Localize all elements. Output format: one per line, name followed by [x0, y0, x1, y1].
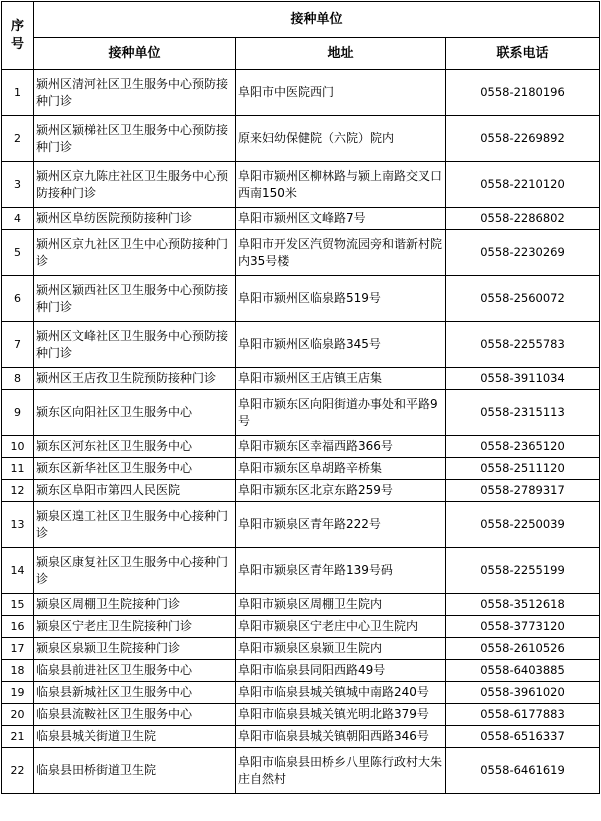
address: 阜阳市开发区汽贸物流园旁和谐新村院内35号楼: [236, 230, 446, 276]
unit-name: 颍州区清河社区卫生服务中心预防接种门诊: [34, 70, 236, 116]
phone-number: 0558-6403885: [446, 660, 600, 682]
addr-header: 地址: [236, 38, 446, 70]
row-number: 20: [2, 704, 34, 726]
phone-number: 0558-2255199: [446, 548, 600, 594]
unit-name: 临泉县田桥街道卫生院: [34, 748, 236, 794]
table-row: [2, 616, 600, 638]
row-number: 8: [2, 368, 34, 390]
table-row: [2, 660, 600, 682]
address: 阜阳市颍州区临泉路345号: [236, 322, 446, 368]
address: 阜阳市颍泉区宁老庄中心卫生院内: [236, 616, 446, 638]
table-row: [2, 548, 600, 594]
unit-name: 颍州区京九社区卫生中心预防接种门诊: [34, 230, 236, 276]
table-row: [2, 230, 600, 276]
unit-name: 颍泉区宁老庄卫生院接种门诊: [34, 616, 236, 638]
unit-header: 接种单位: [34, 38, 236, 70]
table-row: [2, 116, 600, 162]
phone-number: 0558-6516337: [446, 726, 600, 748]
row-number: 17: [2, 638, 34, 660]
table-row: [2, 322, 600, 368]
row-number: 18: [2, 660, 34, 682]
row-number: 3: [2, 162, 34, 208]
phone-number: 0558-2210120: [446, 162, 600, 208]
table-row: [2, 594, 600, 616]
row-number: 21: [2, 726, 34, 748]
table-row: [2, 480, 600, 502]
address: 阜阳市临泉县城关镇城中南路240号: [236, 682, 446, 704]
table-row: [2, 368, 600, 390]
row-number: 11: [2, 458, 34, 480]
address: 阜阳市颍泉区青年路222号: [236, 502, 446, 548]
table-body: [2, 70, 600, 794]
table-row: [2, 162, 600, 208]
row-number: 1: [2, 70, 34, 116]
table-row: [2, 70, 600, 116]
phone-number: 0558-2269892: [446, 116, 600, 162]
row-number: 4: [2, 208, 34, 230]
address: 阜阳市颍州区临泉路519号: [236, 276, 446, 322]
phone-number: 0558-2230269: [446, 230, 600, 276]
row-number: 10: [2, 436, 34, 458]
row-number: 14: [2, 548, 34, 594]
address: 阜阳市临泉县城关镇朝阳西路346号: [236, 726, 446, 748]
row-number: 16: [2, 616, 34, 638]
phone-number: 0558-2560072: [446, 276, 600, 322]
row-number: 2: [2, 116, 34, 162]
row-number: 13: [2, 502, 34, 548]
unit-name: 颍州区京九陈庄社区卫生服务中心预防接种门诊: [34, 162, 236, 208]
address: 阜阳市中医院西门: [236, 70, 446, 116]
unit-name: 临泉县城关街道卫生院: [34, 726, 236, 748]
table-row: [2, 638, 600, 660]
table-row: [2, 726, 600, 748]
tel-header: 联系电话: [446, 38, 600, 70]
unit-name: 颍东区河东社区卫生服务中心: [34, 436, 236, 458]
address: 阜阳市颍东区北京东路259号: [236, 480, 446, 502]
phone-number: 0558-3773120: [446, 616, 600, 638]
unit-name: 颍州区文峰社区卫生服务中心预防接种门诊: [34, 322, 236, 368]
unit-name: 颍州区颍西社区卫生服务中心预防接种门诊: [34, 276, 236, 322]
unit-name: 颍州区颍梯社区卫生服务中心预防接种门诊: [34, 116, 236, 162]
row-number: 12: [2, 480, 34, 502]
unit-name: 颍州区阜纺医院预防接种门诊: [34, 208, 236, 230]
address: 阜阳市颍泉区周棚卫生院内: [236, 594, 446, 616]
phone-number: 0558-2286802: [446, 208, 600, 230]
table-row: [2, 390, 600, 436]
seq-header: 序 号: [2, 2, 34, 70]
phone-number: 0558-2365120: [446, 436, 600, 458]
address: 阜阳市颍州区柳林路与颍上南路交叉口西南150米: [236, 162, 446, 208]
phone-number: 0558-2255783: [446, 322, 600, 368]
phone-number: 0558-2789317: [446, 480, 600, 502]
unit-name: 颍泉区康复社区卫生服务中心接种门诊: [34, 548, 236, 594]
row-number: 15: [2, 594, 34, 616]
address: 阜阳市颍泉区青年路139号码: [236, 548, 446, 594]
phone-number: 0558-2250039: [446, 502, 600, 548]
row-number: 6: [2, 276, 34, 322]
unit-name: 颍东区阜阳市第四人民医院: [34, 480, 236, 502]
address: 阜阳市颍泉区泉颍卫生院内: [236, 638, 446, 660]
unit-name: 颍泉区泉颍卫生院接种门诊: [34, 638, 236, 660]
phone-number: 0558-2511120: [446, 458, 600, 480]
table-row: [2, 458, 600, 480]
address: 阜阳市临泉县城关镇光明北路379号: [236, 704, 446, 726]
phone-number: 0558-6177883: [446, 704, 600, 726]
phone-number: 0558-3961020: [446, 682, 600, 704]
unit-name: 颍泉区周棚卫生院接种门诊: [34, 594, 236, 616]
table-row: [2, 704, 600, 726]
phone-number: 0558-2315113: [446, 390, 600, 436]
phone-number: 0558-2610526: [446, 638, 600, 660]
unit-name: 颍东区新华社区卫生服务中心: [34, 458, 236, 480]
address: 阜阳市颍州区文峰路7号: [236, 208, 446, 230]
table-row: [2, 276, 600, 322]
table-row: [2, 682, 600, 704]
vaccination-table: [1, 1, 600, 794]
table-row: [2, 436, 600, 458]
address: 阜阳市颍东区向阳街道办事处和平路9号: [236, 390, 446, 436]
unit-name: 颍泉区遑工社区卫生服务中心接种门诊: [34, 502, 236, 548]
group-title: 接种单位: [34, 2, 600, 38]
row-number: 22: [2, 748, 34, 794]
unit-name: 临泉县流鞍社区卫生服务中心: [34, 704, 236, 726]
table-row: [2, 502, 600, 548]
address: 阜阳市临泉县田桥乡八里陈行政村大朱庄自然村: [236, 748, 446, 794]
unit-name: 颍州区王店孜卫生院预防接种门诊: [34, 368, 236, 390]
phone-number: 0558-3911034: [446, 368, 600, 390]
unit-name: 临泉县新城社区卫生服务中心: [34, 682, 236, 704]
address: 阜阳市临泉县同阳西路49号: [236, 660, 446, 682]
address: 阜阳市颍东区幸福西路366号: [236, 436, 446, 458]
row-number: 5: [2, 230, 34, 276]
address: 阜阳市颍州区王店镇王店集: [236, 368, 446, 390]
unit-name: 临泉县前进社区卫生服务中心: [34, 660, 236, 682]
row-number: 19: [2, 682, 34, 704]
row-number: 7: [2, 322, 34, 368]
address: 原来妇幼保健院（六院）院内: [236, 116, 446, 162]
phone-number: 0558-3512618: [446, 594, 600, 616]
phone-number: 0558-2180196: [446, 70, 600, 116]
phone-number: 0558-6461619: [446, 748, 600, 794]
row-number: 9: [2, 390, 34, 436]
table-row: [2, 748, 600, 794]
unit-name: 颍东区向阳社区卫生服务中心: [34, 390, 236, 436]
address: 阜阳市颍东区阜胡路辛桥集: [236, 458, 446, 480]
table-row: [2, 208, 600, 230]
